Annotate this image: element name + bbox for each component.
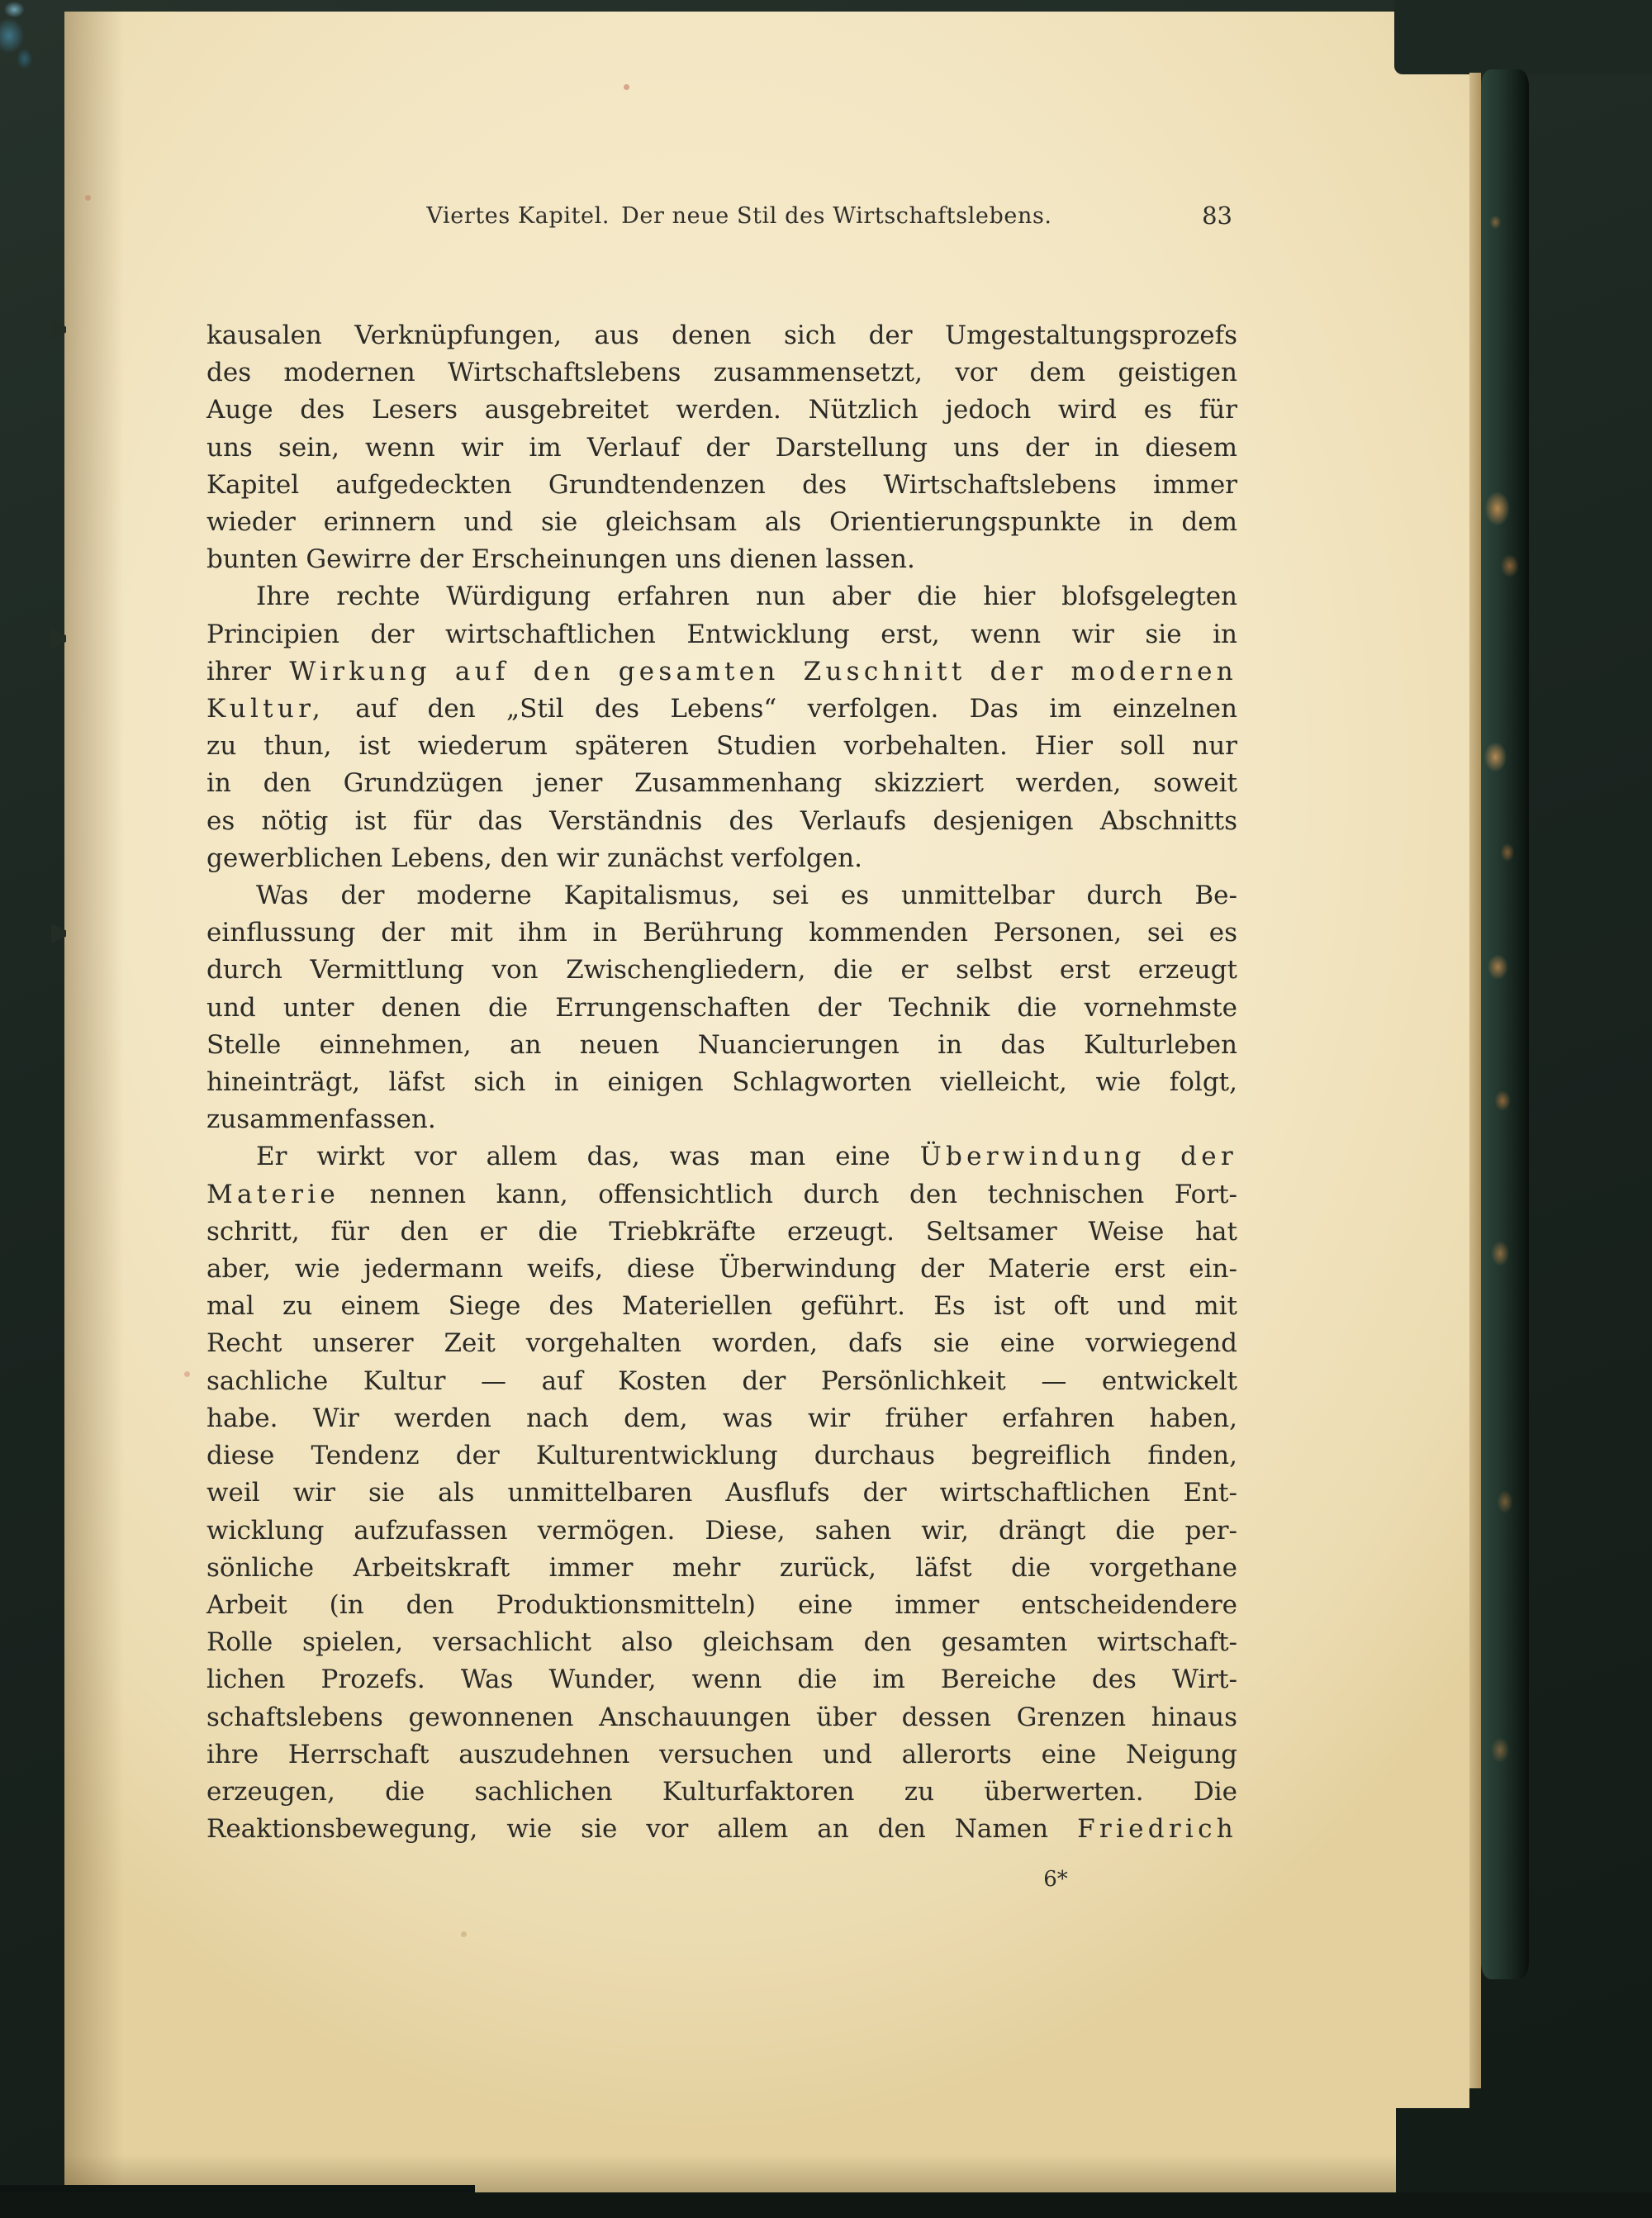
text-line <box>206 317 1237 354</box>
text-segment: ihrer <box>206 656 290 686</box>
text-line <box>206 1064 1237 1101</box>
text-segment: uns sein, wenn wir im Verlauf der Darstellung uns der in diesem <box>206 432 1237 463</box>
text-segment: aber, wie jedermann weifs, diese Überwindung der Materie erst ein- <box>206 1254 1237 1285</box>
text-segment: Ihre rechte Würdigung erfahren nun aber die hier blofsgelegten <box>256 582 1237 612</box>
text-line <box>206 765 1237 802</box>
text-segment: zu thun, ist wiederum späteren Studien vorbehalten. Hier soll nur <box>206 731 1237 762</box>
paragraph <box>206 578 1237 877</box>
body-text <box>206 317 1237 1848</box>
text-line <box>206 504 1237 541</box>
paragraph <box>206 877 1237 1138</box>
text-segment: mal zu einem Siege des Materiellen geführt. Es ist oft und mit <box>206 1291 1237 1322</box>
text-segment: diese Tendenz der Kulturentwicklung durchaus begreiflich finden, <box>206 1441 1237 1471</box>
text-line <box>206 1027 1237 1064</box>
text-segment: bunten Gewirre der Erscheinungen uns dienen lassen. <box>206 544 915 575</box>
text-segment: zusammenfassen. <box>206 1104 436 1135</box>
text-line <box>206 1774 1237 1811</box>
text-segment: des modernen Wirtschaftslebens zusammensetzt, vor dem geistigen <box>206 358 1237 388</box>
page-header <box>206 203 1237 229</box>
text-line <box>206 1437 1237 1475</box>
text-segment: wieder erinnern und sie gleichsam als Orientierungspunkte in dem <box>206 507 1237 538</box>
letterspaced-text: Materie <box>206 1179 339 1209</box>
text-segment: erzeugen, die sachlichen Kulturfaktoren zu überwerten. Die <box>206 1776 1237 1807</box>
text-segment: sönliche Arbeitskraft immer mehr zurück, läfst die vorgethane <box>206 1552 1237 1583</box>
text-segment: hineinträgt, läfst sich in einigen Schlagworten vielleicht, wie folgt, <box>206 1067 1237 1098</box>
text-segment: Was der moderne Kapitalismus, sei es unmittelbar durch Be- <box>256 881 1237 911</box>
binding-marble-fragment <box>0 0 45 79</box>
text-line <box>206 578 1237 615</box>
marbled-cover-edge <box>1481 69 1529 1979</box>
text-segment: Arbeit (in den Produktionsmitteln) eine immer entscheidendere <box>206 1589 1237 1620</box>
text-segment: durch Vermittlung von Zwischengliedern, die er selbst erst erzeugt <box>206 955 1237 986</box>
text-line <box>206 1176 1237 1213</box>
text-line <box>206 1699 1237 1736</box>
text-segment: weil wir sie als unmittelbaren Ausflufs der wirtschaftlichen Ent- <box>206 1478 1237 1508</box>
text-line <box>206 430 1237 467</box>
text-segment: lichen Prozefs. Was Wunder, wenn die im Bereiche des Wirt- <box>206 1665 1237 1695</box>
text-segment: nennen kann, offensichtlich durch den technischen Fort- <box>339 1179 1237 1209</box>
signature-mark: 6* <box>1043 1867 1068 1892</box>
text-segment: Recht unserer Zeit vorgehalten worden, dafs sie eine vorwiegend <box>206 1328 1237 1359</box>
letterspaced-text: Wirkung auf den gesamten Zuschnitt der modernen <box>289 656 1237 686</box>
text-segment: Auge des Lesers ausgebreitet werden. Nützlich jedoch wird es für <box>206 395 1237 425</box>
text-line <box>206 392 1237 429</box>
text-line <box>206 1325 1237 1362</box>
text-segment: gewerblichen Lebens, den wir zunächst verfolgen. <box>206 843 862 873</box>
text-segment: es nötig ist für das Verständnis des Verlaufs desjenigen Abschnitts <box>206 805 1237 836</box>
paper-specks <box>0 0 2 2</box>
text-line <box>206 952 1237 989</box>
text-line <box>206 803 1237 840</box>
text-line <box>206 1363 1237 1400</box>
text-line <box>206 990 1237 1027</box>
text-segment: Er wirkt vor allem das, was man eine <box>256 1142 920 1172</box>
text-segment: Reaktionsbewegung, wie sie vor allem an den Namen <box>206 1814 1078 1845</box>
text-line <box>206 691 1237 728</box>
text-line <box>206 354 1237 392</box>
text-line <box>206 1513 1237 1550</box>
text-line <box>206 1550 1237 1587</box>
text-line <box>206 1138 1237 1175</box>
scan-background-top-right <box>1394 0 1652 74</box>
text-line <box>206 1661 1237 1698</box>
text-line <box>206 840 1237 877</box>
text-segment: kausalen Verknüpfungen, aus denen sich der Umgestaltungsprozefs <box>206 321 1237 350</box>
text-line <box>206 1811 1237 1848</box>
text-segment: schaftslebens gewonnenen Anschauungen über dessen Grenzen hinaus <box>206 1702 1237 1732</box>
text-segment: habe. Wir werden nach dem, was wir früher erfahren haben, <box>206 1403 1237 1433</box>
text-line <box>206 541 1237 578</box>
text-line <box>206 1251 1237 1288</box>
text-segment: einflussung der mit ihm in Berührung kommenden Personen, sei es <box>206 918 1237 948</box>
paragraph <box>206 317 1237 578</box>
text-line <box>206 1213 1237 1251</box>
text-segment: und unter denen die Errungenschaften der Technik die vornehmste <box>206 992 1237 1023</box>
text-line <box>206 1475 1237 1512</box>
text-line <box>206 1736 1237 1774</box>
text-segment: sachliche Kultur — auf Kosten der Persönlichkeit — entwickelt <box>206 1365 1237 1396</box>
text-line <box>206 1101 1237 1138</box>
book-fore-edge <box>1469 73 1481 2088</box>
letterspaced-text: Überwindung der <box>919 1142 1237 1172</box>
text-segment: auf den „Stil des Lebens“ verfolgen. Das im einzelnen <box>324 694 1237 724</box>
text-segment: Principien der wirtschaftlichen Entwicklung erst, wenn wir sie in <box>206 619 1237 649</box>
text-line <box>206 728 1237 765</box>
text-line <box>206 1288 1237 1325</box>
text-line <box>206 1400 1237 1437</box>
page-gutter-shadow <box>64 12 124 2192</box>
text-line <box>206 1624 1237 1661</box>
scan-background-bottom <box>0 2192 1652 2218</box>
letterspaced-text: Friedrich <box>1077 1814 1237 1845</box>
text-segment: schritt, für den er die Triebkräfte erzeugt. Seltsamer Weise hat <box>206 1216 1237 1247</box>
text-segment: wicklung aufzufassen vermögen. Diese, sahen wir, drängt die per- <box>206 1515 1237 1546</box>
text-line <box>206 877 1237 914</box>
text-line <box>206 616 1237 653</box>
text-segment: Stelle einnehmen, an neuen Nuancierungen in das Kulturleben <box>206 1029 1237 1060</box>
book-page <box>64 12 1469 2192</box>
text-line <box>206 653 1237 691</box>
text-line <box>206 467 1237 504</box>
letterspaced-text: Kultur, <box>206 694 325 724</box>
paragraph <box>206 1138 1237 1848</box>
text-segment: ihre Herrschaft auszudehnen versuchen und allerorts eine Neigung <box>206 1739 1237 1769</box>
running-title: Viertes Kapitel. Der neue Stil des Wirtschaftslebens. <box>426 203 1052 229</box>
text-segment: in den Grundzügen jener Zusammenhang skizziert werden, soweit <box>206 768 1237 799</box>
text-line <box>206 914 1237 952</box>
page-number: 83 <box>1202 202 1232 230</box>
text-segment: Rolle spielen, versachlicht also gleichsam den gesamten wirtschaft- <box>206 1627 1237 1658</box>
text-segment: Kapitel aufgedeckten Grundtendenzen des Wirtschaftslebens immer <box>206 469 1237 500</box>
text-line <box>206 1587 1237 1624</box>
